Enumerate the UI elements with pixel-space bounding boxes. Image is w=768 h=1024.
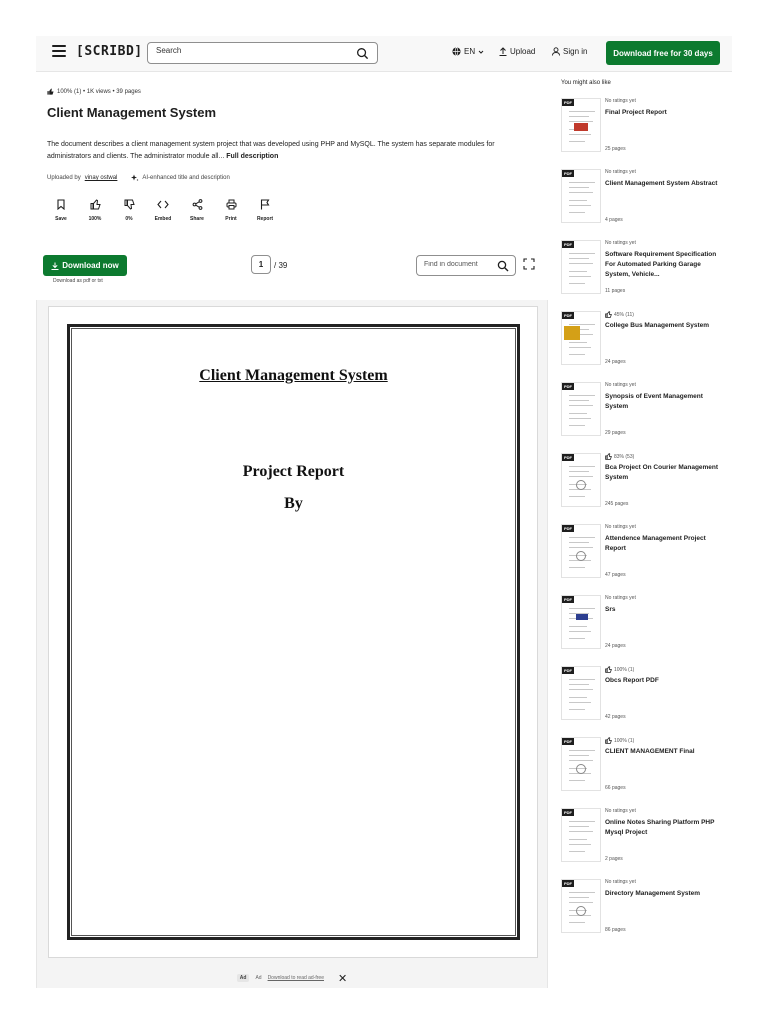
recommendation-title[interactable]: Client Management System Abstract bbox=[605, 180, 718, 187]
document-thumbnail[interactable] bbox=[561, 879, 601, 933]
recommendation-title[interactable]: Online Notes Sharing Platform PHP Mysql Project bbox=[605, 819, 715, 836]
pdf-badge: PDF bbox=[564, 668, 572, 673]
thumbnail-text-line bbox=[569, 205, 591, 206]
recommendation-page-count: 4 pages bbox=[605, 217, 623, 223]
thumbnail-text-line bbox=[569, 182, 595, 183]
search-icon[interactable] bbox=[497, 260, 509, 272]
document-thumbnail[interactable] bbox=[561, 737, 601, 791]
recommendation-rating-text: No ratings yet bbox=[605, 524, 636, 530]
thumbnail-text-line bbox=[569, 537, 595, 538]
document-thumbnail[interactable] bbox=[561, 98, 601, 152]
uploader-line bbox=[47, 174, 230, 182]
recommendation-rating-text: 83% (53) bbox=[614, 453, 635, 460]
thumbnail-text-line bbox=[569, 831, 593, 832]
thumbnail-text-line bbox=[569, 638, 585, 639]
thumbnail-text-line bbox=[569, 271, 587, 272]
thumbnail-text-line bbox=[569, 258, 589, 259]
thumbnail-seal bbox=[576, 551, 586, 561]
share-icon bbox=[192, 199, 203, 210]
thumbnail-text-line bbox=[569, 192, 593, 193]
pdf-badge: PDF bbox=[564, 455, 572, 460]
upload-icon bbox=[499, 47, 507, 56]
search-input[interactable] bbox=[156, 46, 346, 55]
user-icon bbox=[552, 47, 560, 56]
document-thumbnail[interactable] bbox=[561, 666, 601, 720]
thumbnail-text-line bbox=[569, 608, 595, 609]
recommendation-rating-text: No ratings yet bbox=[605, 879, 636, 885]
recommendation-page-count: 29 pages bbox=[605, 430, 626, 436]
recommendation-rating bbox=[605, 879, 636, 885]
thumbnail-text-line bbox=[569, 276, 591, 277]
thumbnail-text-line bbox=[569, 476, 593, 477]
embed-label: Embed bbox=[154, 216, 172, 222]
recommendation-title[interactable]: CLIENT MANAGEMENT Final bbox=[605, 748, 695, 755]
download-now-button[interactable] bbox=[43, 255, 127, 276]
document-thumbnail[interactable] bbox=[561, 595, 601, 649]
dislike-button[interactable] bbox=[115, 194, 143, 228]
recommendation-item[interactable] bbox=[561, 169, 731, 235]
thumbnail-text-line bbox=[569, 760, 593, 761]
thumbnail-text-line bbox=[569, 354, 585, 355]
full-description-link[interactable]: Full description bbox=[226, 153, 279, 160]
recommendation-item[interactable] bbox=[561, 524, 731, 590]
print-label: Print bbox=[225, 216, 237, 222]
thumbnail-text-line bbox=[569, 347, 591, 348]
document-thumbnail[interactable] bbox=[561, 169, 601, 223]
pdf-badge: PDF bbox=[564, 171, 572, 176]
thumbnail-text-line bbox=[569, 839, 587, 840]
thumbnail-text-line bbox=[569, 922, 585, 923]
recommendation-rating-text: No ratings yet bbox=[605, 595, 636, 601]
thumbnail-text-line bbox=[569, 702, 591, 703]
language-label: EN bbox=[464, 47, 476, 56]
flag-icon bbox=[260, 199, 270, 210]
recommendation-rating-text: No ratings yet bbox=[605, 240, 636, 246]
recommendation-rating bbox=[605, 382, 636, 388]
document-actions bbox=[47, 194, 279, 228]
thumbnail-text-line bbox=[569, 821, 595, 822]
thumbnail-image bbox=[564, 326, 580, 340]
search-box[interactable] bbox=[147, 42, 378, 64]
recommendation-page-count: 42 pages bbox=[605, 714, 626, 720]
recommendation-rating-text: 45% (11) bbox=[614, 311, 634, 318]
thumbnail-text-line bbox=[569, 897, 589, 898]
recommendation-item[interactable] bbox=[561, 666, 731, 732]
pdf-badge: PDF bbox=[564, 526, 572, 531]
document-header bbox=[36, 72, 548, 292]
thumbnail-text-line bbox=[569, 395, 595, 396]
close-icon[interactable]: ✕ bbox=[338, 972, 348, 985]
pdf-badge: PDF bbox=[564, 597, 572, 602]
thumbnail-text-line bbox=[569, 466, 595, 467]
thumbnail-text-line bbox=[569, 496, 585, 497]
thumbnail-text-line bbox=[569, 851, 585, 852]
dislike-percent: 0% bbox=[125, 216, 133, 222]
thumbnail-text-line bbox=[569, 567, 585, 568]
printer-icon bbox=[226, 199, 237, 210]
thumbnail-text-line bbox=[569, 902, 593, 903]
sparkle-icon bbox=[131, 174, 139, 182]
report-button[interactable] bbox=[251, 194, 279, 228]
recommendation-title[interactable]: Synopsis of Event Management System bbox=[605, 393, 703, 410]
thumbnail-text-line bbox=[569, 631, 591, 632]
recommendation-page-count: 86 pages bbox=[605, 927, 626, 933]
thumbnail-text-line bbox=[569, 342, 587, 343]
upload-label: Upload bbox=[510, 47, 536, 56]
find-in-document-box[interactable] bbox=[416, 255, 516, 276]
thumbnail-text-line bbox=[569, 547, 593, 548]
sign-in-label: Sign in bbox=[563, 47, 588, 56]
document-meta-text: 100% (1) • 1K views • 39 pages bbox=[57, 88, 141, 95]
recommendation-title[interactable]: Software Requirement Specification For Automated Parking Garage System, Vehicle... bbox=[605, 251, 717, 278]
pdf-badge: PDF bbox=[564, 384, 572, 389]
thumbnail-image bbox=[574, 123, 588, 131]
recommendation-page-count: 2 pages bbox=[605, 856, 623, 862]
recommendation-rating-text: 100% (1) bbox=[614, 666, 635, 673]
recommendation-rating bbox=[605, 453, 634, 460]
recommendation-rating-text: No ratings yet bbox=[605, 98, 636, 104]
recommendation-rating bbox=[605, 98, 636, 104]
page-number-input[interactable]: 1 bbox=[251, 255, 271, 274]
thumbnail-text-line bbox=[569, 679, 595, 680]
thumbnail-text-line bbox=[569, 892, 595, 893]
recommendation-title[interactable]: Bca Project On Courier Management System bbox=[605, 464, 719, 481]
thumbnail-text-line bbox=[569, 116, 589, 117]
thumbnail-seal bbox=[576, 906, 586, 916]
chevron-down-icon bbox=[478, 49, 484, 55]
embed-button[interactable] bbox=[149, 194, 177, 228]
thumbnail-text-line bbox=[569, 471, 589, 472]
thumbnail-text-line bbox=[569, 283, 585, 284]
thumbs-up-icon bbox=[47, 88, 54, 95]
ad-free-link[interactable]: Download to read ad-free bbox=[267, 975, 324, 981]
ad-bar bbox=[37, 968, 547, 988]
description-text: The document describes a client management system project that was developed using PHP and MySQL. The system has separate modules for administrators and clients. The administrator module all... bbox=[47, 141, 495, 160]
document-description bbox=[47, 139, 537, 163]
thumbnail-text-line bbox=[569, 826, 589, 827]
recommendation-item[interactable] bbox=[561, 240, 731, 306]
thumbnail-text-line bbox=[569, 689, 593, 690]
top-navigation-bar bbox=[36, 36, 732, 72]
document-thumbnail[interactable] bbox=[561, 453, 601, 507]
fullscreen-icon[interactable] bbox=[523, 258, 535, 270]
pdf-badge: PDF bbox=[564, 100, 572, 105]
thumbnail-text-line bbox=[569, 780, 585, 781]
pdf-badge: PDF bbox=[564, 313, 572, 318]
find-in-document-input[interactable] bbox=[424, 261, 494, 268]
recommendation-rating bbox=[605, 240, 636, 246]
document-thumbnail[interactable] bbox=[561, 311, 601, 365]
recommendation-rating bbox=[605, 808, 636, 814]
recommendation-title[interactable]: Obcs Report PDF bbox=[605, 677, 659, 684]
document-thumbnail[interactable] bbox=[561, 240, 601, 294]
document-viewer[interactable] bbox=[36, 300, 548, 988]
share-label: Share bbox=[190, 216, 204, 222]
thumbs-up-outline-icon bbox=[605, 453, 612, 460]
thumbnail-text-line bbox=[569, 405, 593, 406]
recommendation-item[interactable] bbox=[561, 595, 731, 661]
recommendation-title[interactable]: Final Project Report bbox=[605, 109, 667, 116]
recommendation-rating bbox=[605, 737, 634, 744]
recommendation-item[interactable] bbox=[561, 453, 731, 519]
thumbnail-text-line bbox=[569, 844, 591, 845]
thumbs-up-outline-icon bbox=[90, 199, 101, 210]
language-selector[interactable] bbox=[452, 47, 484, 56]
thumbs-down-outline-icon bbox=[124, 199, 135, 210]
thumbnail-text-line bbox=[569, 111, 595, 112]
like-button[interactable] bbox=[81, 194, 109, 228]
recommendation-rating bbox=[605, 311, 634, 318]
recommendation-page-count: 24 pages bbox=[605, 643, 626, 649]
globe-icon bbox=[452, 47, 461, 56]
thumbnail-text-line bbox=[569, 697, 587, 698]
thumbnail-text-line bbox=[569, 187, 589, 188]
thumbs-up-outline-icon bbox=[605, 311, 612, 318]
recommendation-item[interactable] bbox=[561, 879, 731, 945]
thumbnail-text-line bbox=[569, 626, 587, 627]
ai-note-text: AI-enhanced title and description bbox=[142, 175, 230, 181]
recommendation-title[interactable]: Directory Management System bbox=[605, 890, 701, 897]
save-label: Save bbox=[55, 216, 67, 222]
download-free-button[interactable]: Download free for 30 days bbox=[606, 41, 720, 65]
page-main-title: Client Management System bbox=[199, 367, 388, 384]
recommendations-sidebar bbox=[556, 80, 732, 933]
thumbnail-text-line bbox=[569, 200, 587, 201]
pdf-badge: PDF bbox=[564, 739, 572, 744]
page-subtitle: Project Report bbox=[242, 463, 345, 480]
thumbnail-text-line bbox=[569, 684, 589, 685]
document-page bbox=[48, 306, 538, 958]
download-format-note: Download as pdf or txt bbox=[53, 278, 103, 284]
thumbnail-text-line bbox=[569, 141, 585, 142]
recommendation-rating-text: 100% (1) bbox=[614, 737, 635, 744]
recommendation-item[interactable] bbox=[561, 737, 731, 803]
print-button[interactable] bbox=[217, 194, 245, 228]
download-icon bbox=[51, 262, 59, 270]
thumbnail-seal bbox=[576, 480, 586, 490]
document-thumbnail[interactable] bbox=[561, 382, 601, 436]
recommendation-page-count: 25 pages bbox=[605, 146, 626, 152]
document-thumbnail[interactable] bbox=[561, 524, 601, 578]
search-icon[interactable] bbox=[356, 47, 369, 60]
uploaded-by-label: Uploaded by bbox=[47, 175, 81, 181]
thumbnail-text-line bbox=[569, 750, 595, 751]
thumbnail-text-line bbox=[569, 263, 593, 264]
pdf-badge: PDF bbox=[564, 810, 572, 815]
recommendation-page-count: 24 pages bbox=[605, 359, 626, 365]
recommendation-title[interactable]: College Bus Management System bbox=[605, 322, 710, 329]
thumbnail-text-line bbox=[569, 134, 591, 135]
recommendation-title[interactable]: Srs bbox=[605, 606, 616, 613]
pdf-badge: PDF bbox=[564, 881, 572, 886]
share-button[interactable] bbox=[183, 194, 211, 228]
thumbnail-text-line bbox=[569, 121, 593, 122]
thumbnail-text-line bbox=[569, 709, 585, 710]
thumbnail-image bbox=[576, 614, 588, 620]
recommendation-rating-text: No ratings yet bbox=[605, 808, 636, 814]
ad-label: Ad bbox=[255, 975, 262, 981]
thumbnail-text-line bbox=[569, 413, 587, 414]
page-byline: By bbox=[284, 495, 303, 512]
thumbnail-text-line bbox=[569, 324, 595, 325]
ad-badge: Ad bbox=[237, 974, 250, 982]
download-now-label: Download now bbox=[62, 261, 119, 270]
recommendations-heading: You might also like bbox=[561, 80, 611, 86]
recommendation-rating bbox=[605, 524, 636, 530]
recommendation-page-count: 47 pages bbox=[605, 572, 626, 578]
bookmark-icon bbox=[56, 199, 66, 210]
thumbnail-text-line bbox=[569, 425, 585, 426]
uploader-link[interactable]: vinay ostwal bbox=[84, 175, 118, 181]
like-percent: 100% bbox=[88, 216, 102, 222]
recommendation-rating bbox=[605, 666, 634, 673]
thumbs-up-outline-icon bbox=[605, 666, 612, 673]
thumbnail-text-line bbox=[569, 755, 589, 756]
thumbnail-text-line bbox=[569, 212, 585, 213]
recommendation-page-count: 11 pages bbox=[605, 288, 626, 294]
page-border bbox=[67, 324, 520, 940]
sign-in-button[interactable] bbox=[552, 47, 587, 56]
thumbnail-seal bbox=[576, 764, 586, 774]
pdf-badge: PDF bbox=[564, 242, 572, 247]
upload-button[interactable] bbox=[499, 47, 535, 56]
recommendation-item[interactable] bbox=[561, 382, 731, 448]
thumbnail-text-line bbox=[569, 418, 591, 419]
recommendation-rating bbox=[605, 595, 636, 601]
page-total: / 39 bbox=[274, 261, 288, 270]
scribd-logo[interactable]: [SCRIBD] bbox=[76, 44, 143, 59]
ai-note bbox=[131, 174, 229, 182]
recommendation-rating bbox=[605, 169, 636, 175]
document-title: Client Management System bbox=[47, 105, 217, 120]
recommendation-item[interactable] bbox=[561, 311, 731, 377]
code-icon bbox=[157, 199, 169, 210]
recommendation-page-count: 66 pages bbox=[605, 785, 626, 791]
thumbnail-text-line bbox=[569, 253, 595, 254]
recommendation-rating-text: No ratings yet bbox=[605, 169, 636, 175]
report-label: Report bbox=[256, 216, 274, 222]
document-meta bbox=[47, 88, 141, 95]
recommendation-title[interactable]: Attendence Management Project Report bbox=[605, 535, 706, 552]
document-thumbnail[interactable] bbox=[561, 808, 601, 862]
hamburger-menu-icon[interactable] bbox=[52, 45, 66, 59]
thumbnail-text-line bbox=[569, 542, 589, 543]
recommendation-rating-text: No ratings yet bbox=[605, 382, 636, 388]
recommendation-item[interactable] bbox=[561, 98, 731, 164]
recommendation-page-count: 245 pages bbox=[605, 501, 629, 507]
thumbnail-text-line bbox=[569, 400, 589, 401]
recommendation-item[interactable] bbox=[561, 808, 731, 874]
save-button[interactable] bbox=[47, 194, 75, 228]
thumbs-up-outline-icon bbox=[605, 737, 612, 744]
